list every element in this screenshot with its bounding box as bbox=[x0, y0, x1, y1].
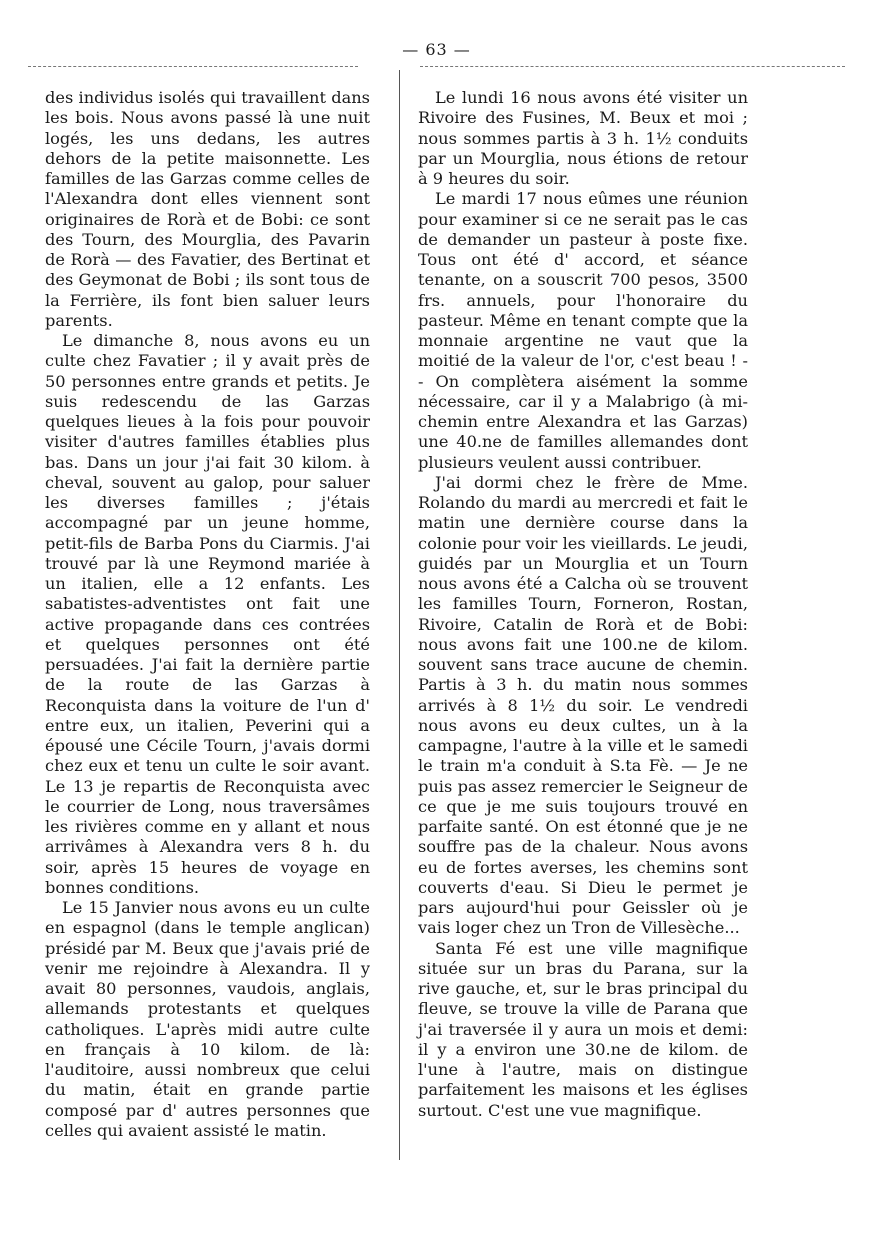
left-paragraph-3: Le 15 Janvier nous avons eu un culte en espagnol (dans le temple anglican) présidé par M. Beux que j'avais prié de venir me rejoindre à Alexandra. Il y avait 80 personnes, vaudois, anglais, allemands protestants et quelques catholiques. L'après midi autre culte en français à 10 kilom. de là: l'auditoire, aussi nombreux que celui du matin, était en grande partie composé par d' autres personnes que celles qui avaient assisté le matin. bbox=[45, 898, 370, 1140]
right-column bbox=[418, 88, 748, 1121]
right-paragraph-2: Le mardi 17 nous eûmes une réunion pour examiner si ce ne serait pas le cas de demander un pasteur à poste fixe. Tous ont été d' accord, et séance tenante, on a souscrit 700 pesos, 3500 frs. annuels, pour l'honoraire du pasteur. Même en tenant compte que la monnaie argentine ne vaut que la moitié de la valeur de l'or, c'est beau ! -- On complètera aisément la somme nécessaire, car il y a Malabrigo (à mi-chemin entre Alexandra et las Garzas) une 40.ne de familles allemandes dont plusieurs veulent aussi contribuer. bbox=[418, 189, 748, 472]
header-rule-right bbox=[420, 66, 845, 67]
right-paragraph-4: Santa Fé est une ville magnifique située sur un bras du Parana, sur la rive gauche, et, sur le bras principal du fleuve, se trouve la ville de Parana que j'ai traversée il y aura un mois et demi: il y a environ une 30.ne de kilom. de l'une à l'autre, mais on distingue parfaitement les maisons et les églises surtout. C'est une vue magnifique. bbox=[418, 938, 748, 1120]
right-paragraph-1: Le lundi 16 nous avons été visiter un Rivoire des Fusines, M. Beux et moi ; nous sommes partis à 3 h. 1½ conduits par un Mourglia, nous étions de retour à 9 heures du soir. bbox=[418, 88, 748, 188]
column-divider bbox=[399, 70, 400, 1160]
right-paragraph-3: J'ai dormi chez le frère de Mme. Rolando du mardi au mercredi et fait le matin une dernière course dans la colonie pour voir les vieillards. Le jeudi, guidés par un Mourglia et un Tourn nous avons été a Calcha où se trouvent les familles Tourn, Forneron, Rostan, Rivoire, Catalin de Rorà et de Bobi: nous avons fait une 100.ne de kilom. souvent sans trace aucune de chemin. Partis à 3 h. du matin nous sommes arrivés à 8 1½ du soir. Le vendredi nous avons eu deux cultes, un à la campagne, l'autre à la ville et le samedi le train m'a conduit à S.ta Fè. — Je ne puis pas assez remercier le Seigneur de ce que je me suis toujours trouvé en parfaite santé. On est étonné que je ne souffre pas de la chaleur. Nous avons eu de fortes averses, les chemins sont couverts d'eau. Si Dieu le permet je pars aujourd'hui pour Geissler où je vais loger chez un Tron de Villesèche... bbox=[418, 472, 748, 938]
header-rule-left bbox=[28, 66, 358, 67]
page-number-header: — 63 — bbox=[402, 40, 471, 59]
left-column bbox=[45, 88, 370, 1141]
left-paragraph-2: Le dimanche 8, nous avons eu un culte chez Favatier ; il y avait près de 50 personnes entre grands et petits. Je suis redescendu de las Garzas quelques lieues à la fois pour pouvoir visiter d'autres familles établies plus bas. Dans un jour j'ai fait 30 kilom. à cheval, souvent au galop, pour saluer les diverses familles ; j'étais accompagné par un jeune homme, petit-fils de Barba Pons du Ciarmis. J'ai trouvé par là une Reymond mariée à un italien, elle a 12 enfants. Les sabatistes-adventistes ont fait une active propagande dans ces contrées et quelques personnes ont été persuadées. J'ai fait la dernière partie de la route de las Garzas à Reconquista dans la voiture de l'un d' entre eux, un italien, Peverini qui a épousé une Cécile Tourn, j'avais dormi chez eux et tenu un culte le soir avant. Le 13 je repartis de Reconquista avec le courrier de Long, nous traversâmes les rivières comme en y allant et nous arrivâmes à Alexandra vers 8 h. du soir, après 15 heures de voyage en bonnes conditions. bbox=[45, 331, 370, 897]
left-paragraph-1: des individus isolés qui travaillent dans les bois. Nous avons passé là une nuit logés, les uns dedans, les autres dehors de la petite maisonnette. Les familles de las Garzas comme celles de l'Alexandra dont elles viennent sont originaires de Rorà et de Bobi: ce sont des Tourn, des Mourglia, des Pavarin de Rorà — des Favatier, des Bertinat et des Geymonat de Bobi ; ils sont tous de la Ferrière, ils font bien saluer leurs parents. bbox=[45, 88, 370, 330]
